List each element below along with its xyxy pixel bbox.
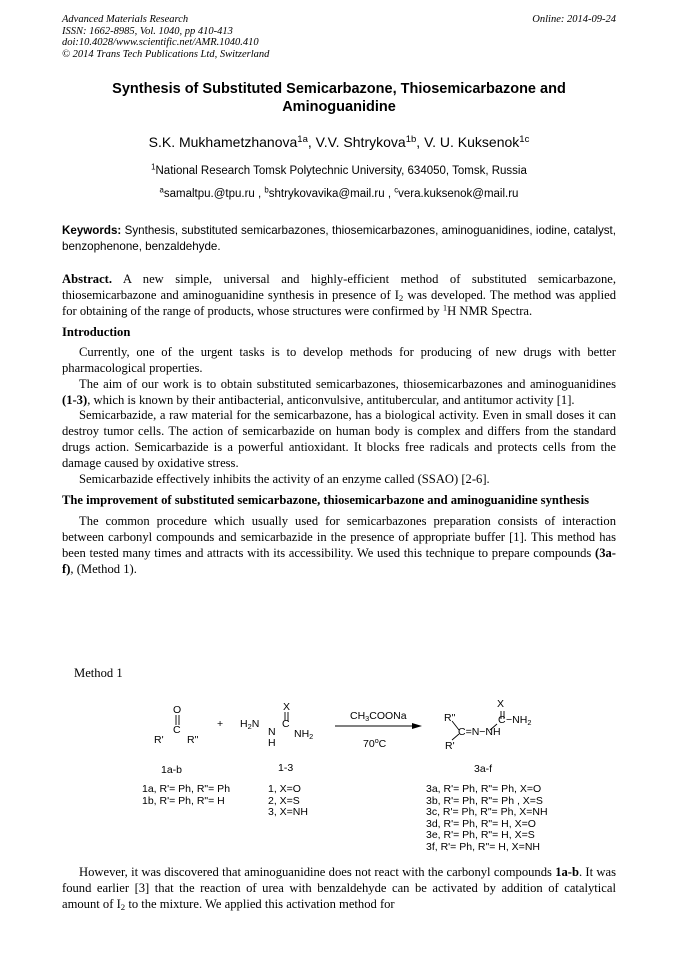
method-label: Method 1 — [74, 666, 123, 680]
email-sep-1: , — [254, 188, 265, 200]
ketone-list — [142, 784, 230, 807]
reactant-x: X — [283, 701, 291, 713]
author-3: V. U. Kuksenok — [424, 134, 520, 150]
title-line-1: Synthesis of Substituted Semicarbazone, Thiosemicarbazone and — [112, 81, 566, 97]
abstract-text-1: A new simple, universal and highly-efficient method of substituted semicarbazone, thiosemicarbazone and aminoguanidine synthesis in presence of I — [62, 272, 616, 302]
email-sep-2: , — [384, 188, 395, 200]
reagent-coona: COONa — [369, 710, 407, 722]
paper-title — [62, 80, 616, 116]
improvement-p1-bold: (3a-f) — [62, 545, 616, 576]
author-2-sup: 1b — [405, 133, 417, 145]
ketone-label: 1a-b — [161, 764, 183, 776]
doi-line: doi:10.4028/www.scientific.net/AMR.1040.410 — [62, 37, 259, 49]
journal-name: Advanced Materials Research — [62, 14, 189, 25]
keywords-label: Keywords: — [62, 224, 122, 237]
ketone-o: O — [173, 704, 182, 716]
author-3-sup: 1c — [519, 133, 530, 145]
reactant-h2n-sub: 2 — [247, 721, 252, 731]
ketone-r2: R" — [187, 734, 199, 746]
product-cnnh: C=N−NH — [458, 726, 501, 738]
reactant-list-item: 1, X=O — [268, 783, 301, 795]
intro-paragraph-4: Semicarbazide effectively inhibits the activity of an enzyme called (SSAO) [2-6]. — [79, 471, 490, 486]
intro-p2-text-c: , which is known by their antibacterial, anticonvulsive, antitubercular, and antitumor activity [1]. — [87, 392, 575, 407]
product-label: 3a-f — [474, 763, 493, 775]
final-paragraph — [62, 865, 616, 912]
copyright-line: © 2014 Trans Tech Publications Ltd, Switzerland — [62, 48, 270, 60]
reactant-nh2-text: NH — [294, 728, 310, 740]
online-date: Online: 2014-09-24 — [532, 14, 616, 25]
main-body — [62, 272, 616, 577]
affiliation — [62, 162, 616, 177]
abstract-label: Abstract. — [62, 272, 113, 286]
intro-p2-bold: (1-3) — [62, 392, 88, 407]
ketone-list-item: 1a, R'= Ph, R"= Ph — [142, 783, 231, 795]
affiliation-text: National Research Tomsk Polytechnic University, 634050, Tomsk, Russia — [155, 165, 527, 177]
intro-paragraph-2 — [62, 377, 616, 409]
final-bold: 1a-b — [555, 865, 579, 879]
reactant-list-item: 3, X=NH — [268, 806, 308, 818]
title-line-2: Aminoguanidine — [282, 99, 396, 115]
author-list — [62, 134, 616, 150]
reactant-nh2-sub: 2 — [309, 731, 314, 741]
reaction-arrow-head — [412, 723, 422, 729]
improvement-paragraph-1 — [62, 514, 616, 577]
product-list-item: 3f, R'= Ph, R"= H, X=NH — [426, 840, 540, 853]
reagent — [350, 710, 407, 722]
ketone-list-item: 1b, R'= Ph, R"= H — [142, 794, 225, 807]
intro-paragraph-3: Semicarbazide, a raw material for the semicarbazone, has a biological activity. Even in small doses it can destroy tumor cells. The action of semicarbazide on human body is complex and differs from the standard drugs action. Semicarbazide is a powerful antioxidant. It blocks free radicals and protects cells from the damage caused by oxidative stress. — [62, 408, 616, 470]
intro-p2-text-a: The aim of our work is to obtain substituted semicarbazones, thiosemicarbazones and aminoguanidines — [79, 376, 616, 391]
reactant-c: C — [282, 718, 290, 730]
author-1-sup: 1a — [297, 133, 308, 145]
journal-header — [62, 14, 269, 60]
product-r1: R' — [445, 740, 455, 752]
product-x: X — [497, 698, 505, 710]
final-text-a: However, it was discovered that aminoguanidine does not react with the carbonyl compounds — [79, 865, 556, 879]
keywords — [62, 223, 616, 255]
reactant-label: 1-3 — [278, 762, 294, 774]
abstract-sub: 2 — [398, 293, 404, 303]
abstract-text-3: H NMR Spectra. — [447, 303, 533, 318]
email-list — [62, 185, 616, 200]
temperature-value: 70 — [363, 738, 375, 750]
email-a[interactable]: samaltpu.@tpu.ru — [163, 188, 255, 200]
reactant-n: N — [268, 726, 276, 738]
intro-paragraph-1: Currently, one of the urgent tasks is to develop methods for producing of new drugs with better pharmacological properties. — [62, 345, 616, 375]
final-sub: 2 — [120, 901, 126, 912]
section-heading-improvement: The improvement of substituted semicarbazone, thiosemicarbazone and aminoguanidine synthesis — [62, 493, 589, 508]
reactant-h: H — [268, 737, 276, 749]
email-a-sup: a — [159, 185, 164, 195]
plus-sign: + — [217, 718, 224, 730]
email-c[interactable]: vera.kuksenok@mail.ru — [398, 188, 519, 200]
reagent-ch: CH — [350, 710, 366, 722]
issn-line: ISSN: 1662-8985, Vol. 1040, pp 410-413 — [62, 25, 233, 37]
reactant-h2n — [240, 718, 259, 730]
product-r2: R" — [444, 712, 456, 724]
reactant-nh2 — [294, 728, 313, 740]
improvement-p1-text-a: The common procedure which usually used for semicarbazones preparation consists of interaction between carbonyl compounds and semicarbazide in the presence of appropriate buffer [1]. This method has been tested many times and attracts with its accessibility. We used this technique to prepare compounds — [62, 514, 616, 560]
abstract-sup: 1 — [442, 301, 448, 312]
product-list-item: 3a, R'= Ph, R"= Ph, X=O — [426, 783, 542, 795]
affiliation-sup: 1 — [151, 162, 156, 172]
author-sep-2: , — [416, 134, 425, 150]
author-2: V.V. Shtrykova — [315, 134, 406, 150]
reactant-h2n-n: N — [251, 718, 260, 730]
email-c-sup: c — [394, 185, 399, 195]
email-b[interactable]: shtrykovavika@mail.ru — [268, 188, 385, 200]
temperature-unit: C — [378, 738, 387, 750]
email-b-sup: b — [264, 185, 269, 195]
abstract — [62, 272, 616, 319]
product-list-item: 3d, R'= Ph, R"= H, X=O — [426, 817, 536, 830]
ketone-c: C — [173, 724, 181, 736]
product-c-top: C — [498, 714, 506, 726]
section-heading-introduction: Introduction — [62, 325, 131, 340]
reagent-sub: 3 — [365, 713, 370, 723]
temperature — [363, 738, 386, 750]
product-list — [426, 784, 548, 853]
reactant-list — [268, 784, 308, 819]
product-list-item: 3b, R'= Ph, R"= Ph , X=S — [426, 794, 543, 807]
keywords-text: Synthesis, substituted semicarbazones, thiosemicarbazones, aminoguanidines, iodine, catalyst, benzophenone, benzaldehyde. — [62, 224, 616, 253]
reactant-list-item: 2, X=S — [268, 794, 300, 807]
final-text-c: . It was found earlier [3] that the reaction of urea with benzaldehyde can be activated by addition of catalytical amount of I — [62, 865, 616, 911]
author-sep-1: , — [307, 134, 316, 150]
product-nh2-sub: 2 — [527, 717, 532, 727]
ketone-r1: R' — [154, 734, 164, 746]
abstract-text-2: was developed. The method was applied for obtaining of the range of products, whose structures were confirmed by — [62, 287, 616, 318]
final-text-d: to the mixture. We applied this activation method for — [125, 896, 395, 911]
temperature-deg: o — [374, 737, 379, 746]
final-body — [62, 865, 616, 912]
reactant-h2n-h: H — [240, 718, 248, 730]
reaction-scheme — [60, 660, 620, 860]
product-nh2 — [506, 714, 531, 726]
author-1: S.K. Mukhametzhanova — [148, 134, 298, 150]
product-list-item: 3c, R'= Ph, R"= Ph, X=NH — [426, 806, 548, 818]
product-list-item: 3e, R'= Ph, R"= H, X=S — [426, 829, 535, 841]
product-nh2-text: −NH — [506, 714, 528, 726]
improvement-p1-text-c: , (Method 1). — [70, 561, 137, 576]
